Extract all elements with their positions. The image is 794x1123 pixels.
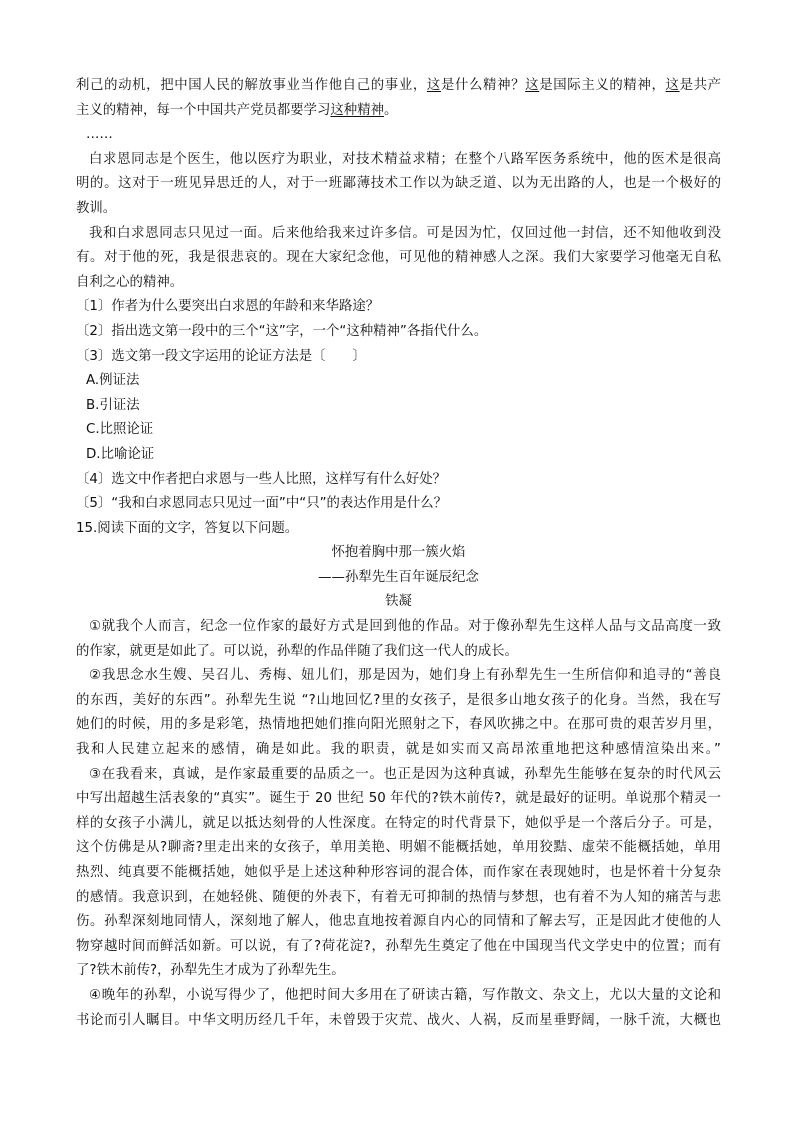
passage1-line-9: 自利之心的精神。 (76, 274, 184, 290)
passage2-line-17: 书论而引人瞩目。中华文明历经几千年，未曾毁于灾荒、战火、人祸，反而星垂野阔，一脉千流，大概也 (76, 1012, 721, 1028)
question-2: 〔2〕指出选文第一段中的三个“这”字，一个“这种精神”各指代什么。 (76, 323, 488, 339)
article-title: 怀抱着胸中那一簇火焰 (331, 545, 466, 561)
passage2-line-13: 伤。孙犁深刻地同情人，深刻地了解人，他忠直地按着源自内心的同情和了解去写，正是因此才使他的人 (76, 914, 721, 930)
passage2-line-14: 物穿越时间而鲜活如新。可以说，有了?荷花淀?，孙犁先生奠定了他在中国现当代文学史中的位置；而有 (76, 938, 721, 954)
article-author: 铁凝 (385, 594, 412, 610)
passage2-line-10: 这个仿佛是从?聊斋?里走出来的女孩子，单用美艳、明媚不能概括她，单用狡黠、虚荣不能概括她，单用 (76, 840, 721, 856)
question-5: 〔5〕“我和白求恩同志只见过一面”中“只”的表达作用是什么？ (76, 496, 448, 512)
passage1-line-8: 有。对于他的死，我是很悲哀的。现在大家纪念他，可见他的精神感人之深。我们大家要学习他毫无自私 (76, 250, 721, 266)
passage2-line-1: ①就我个人而言，纪念一位作家的最好方式是回到他的作品。对于像孙犁先生这样人品与文品高度一致 (89, 619, 721, 635)
passage2-line-5: 她们的时候，用的多是彩笔，热情地把她们推向阳光照射之下，春风吹拂之中。在那可贵的艰苦岁月里， (76, 717, 721, 733)
passage2-line-11: 热烈、纯真要不能概括她，她似乎是上述这种种形容词的混合体，而作家在表现她时，也是怀着十分复杂 (76, 865, 721, 880)
passage1-line-2: 主义的精神，每一个中国共产党员都要学习这种精神。 (76, 102, 398, 118)
passage1-ellipsis: …… (86, 127, 113, 143)
option-a: A.例证法 (86, 373, 140, 389)
passage1-line-7: 我和白求恩同志只见过一面。后来他给我来过许多信。可是因为忙，仅回过他一封信，还不知他收到没 (89, 225, 721, 241)
passage1-line-4: 白求恩同志是个医生，他以医疗为职业，对技术精益求精；在整个八路军医务系统中，他的医术是很高 (89, 151, 721, 167)
option-b: B.引证法 (86, 397, 140, 413)
passage1-line-5: 明的。这对于一班见异思迁的人，对于一班鄙薄技术工作以为缺乏道、以为无出路的人，也是一个极好的 (76, 176, 721, 192)
passage2-line-15: 了?铁木前传?，孙犁先生才成为了孙犁先生。 (76, 963, 345, 979)
option-c: C.比照论证 (86, 422, 154, 438)
passage2-line-7: ③在我看来，真诚，是作家最重要的品质之一。也正是因为这种真诚，孙犁先生能够在复杂的时代风云 (89, 766, 721, 782)
passage2-line-9: 样的女孩子小满儿，就足以抵达刻骨的人性深度。在特定的时代背景下，她似乎是一个落后分子。可是， (76, 815, 721, 831)
passage1-line-1: 利己的动机，把中国人民的解放事业当作他自己的事业，这是什么精神？这是国际主义的精神，这是共产 (76, 78, 722, 93)
passage2-line-2: 的作家，就更是如此了。可以说，孙犁的作品伴随了我们这一代人的成长。 (76, 643, 518, 659)
article-subtitle: ——孙犁先生百年诞辰纪念 (318, 569, 479, 585)
question-1: 〔1〕作者为什么要突出白求恩的年龄和来华路途？ (76, 299, 380, 315)
passage1-line-6: 教训。 (76, 200, 117, 216)
passage2-line-8: 中写出超越生活表象的“真实”。诞生于 20 世纪 50 年代的?铁木前传?，就是最好的证明。单说那个精灵一 (76, 791, 721, 807)
question-4: 〔4〕选文中作者把白求恩与一些人比照，这样写有什么好处？ (76, 471, 447, 487)
passage2-line-3: ②我思念水生嫂、吴召儿、秀梅、妞儿们，那是因为，她们身上有孙犁先生一生所信仰和追寻的“善良 (89, 668, 721, 684)
passage2-line-4: 的东西，美好的东西”。孙犁先生说 “?山地回忆?里的女孩子，是很多山地女孩子的化身。当然，我在写 (76, 692, 721, 708)
option-d: D.比喻论证 (86, 446, 155, 462)
passage2-line-12: 的感情。我意识到，在她轻佻、随便的外表下，有着无可抑制的热情与梦想，也有着不为人知的痛苦与悲 (76, 889, 721, 905)
passage2-line-6: 我和人民建立起来的感情，确是如此。我的职责，就是如实而又高昂浓重地把这种感情渲染出来。” (76, 742, 721, 758)
passage2-line-16: ④晚年的孙犁，小说写得少了，他把时间大多用在了研读古籍，写作散文、杂文上，尤以大量的文论和 (89, 987, 721, 1003)
question-15-prompt: 15.阅读下面的文字，答复以下问题。 (76, 520, 299, 536)
question-3: 〔3〕选文第一段文字运用的论证方法是〔 〕 (76, 348, 366, 364)
document-page (76, 74, 721, 1033)
